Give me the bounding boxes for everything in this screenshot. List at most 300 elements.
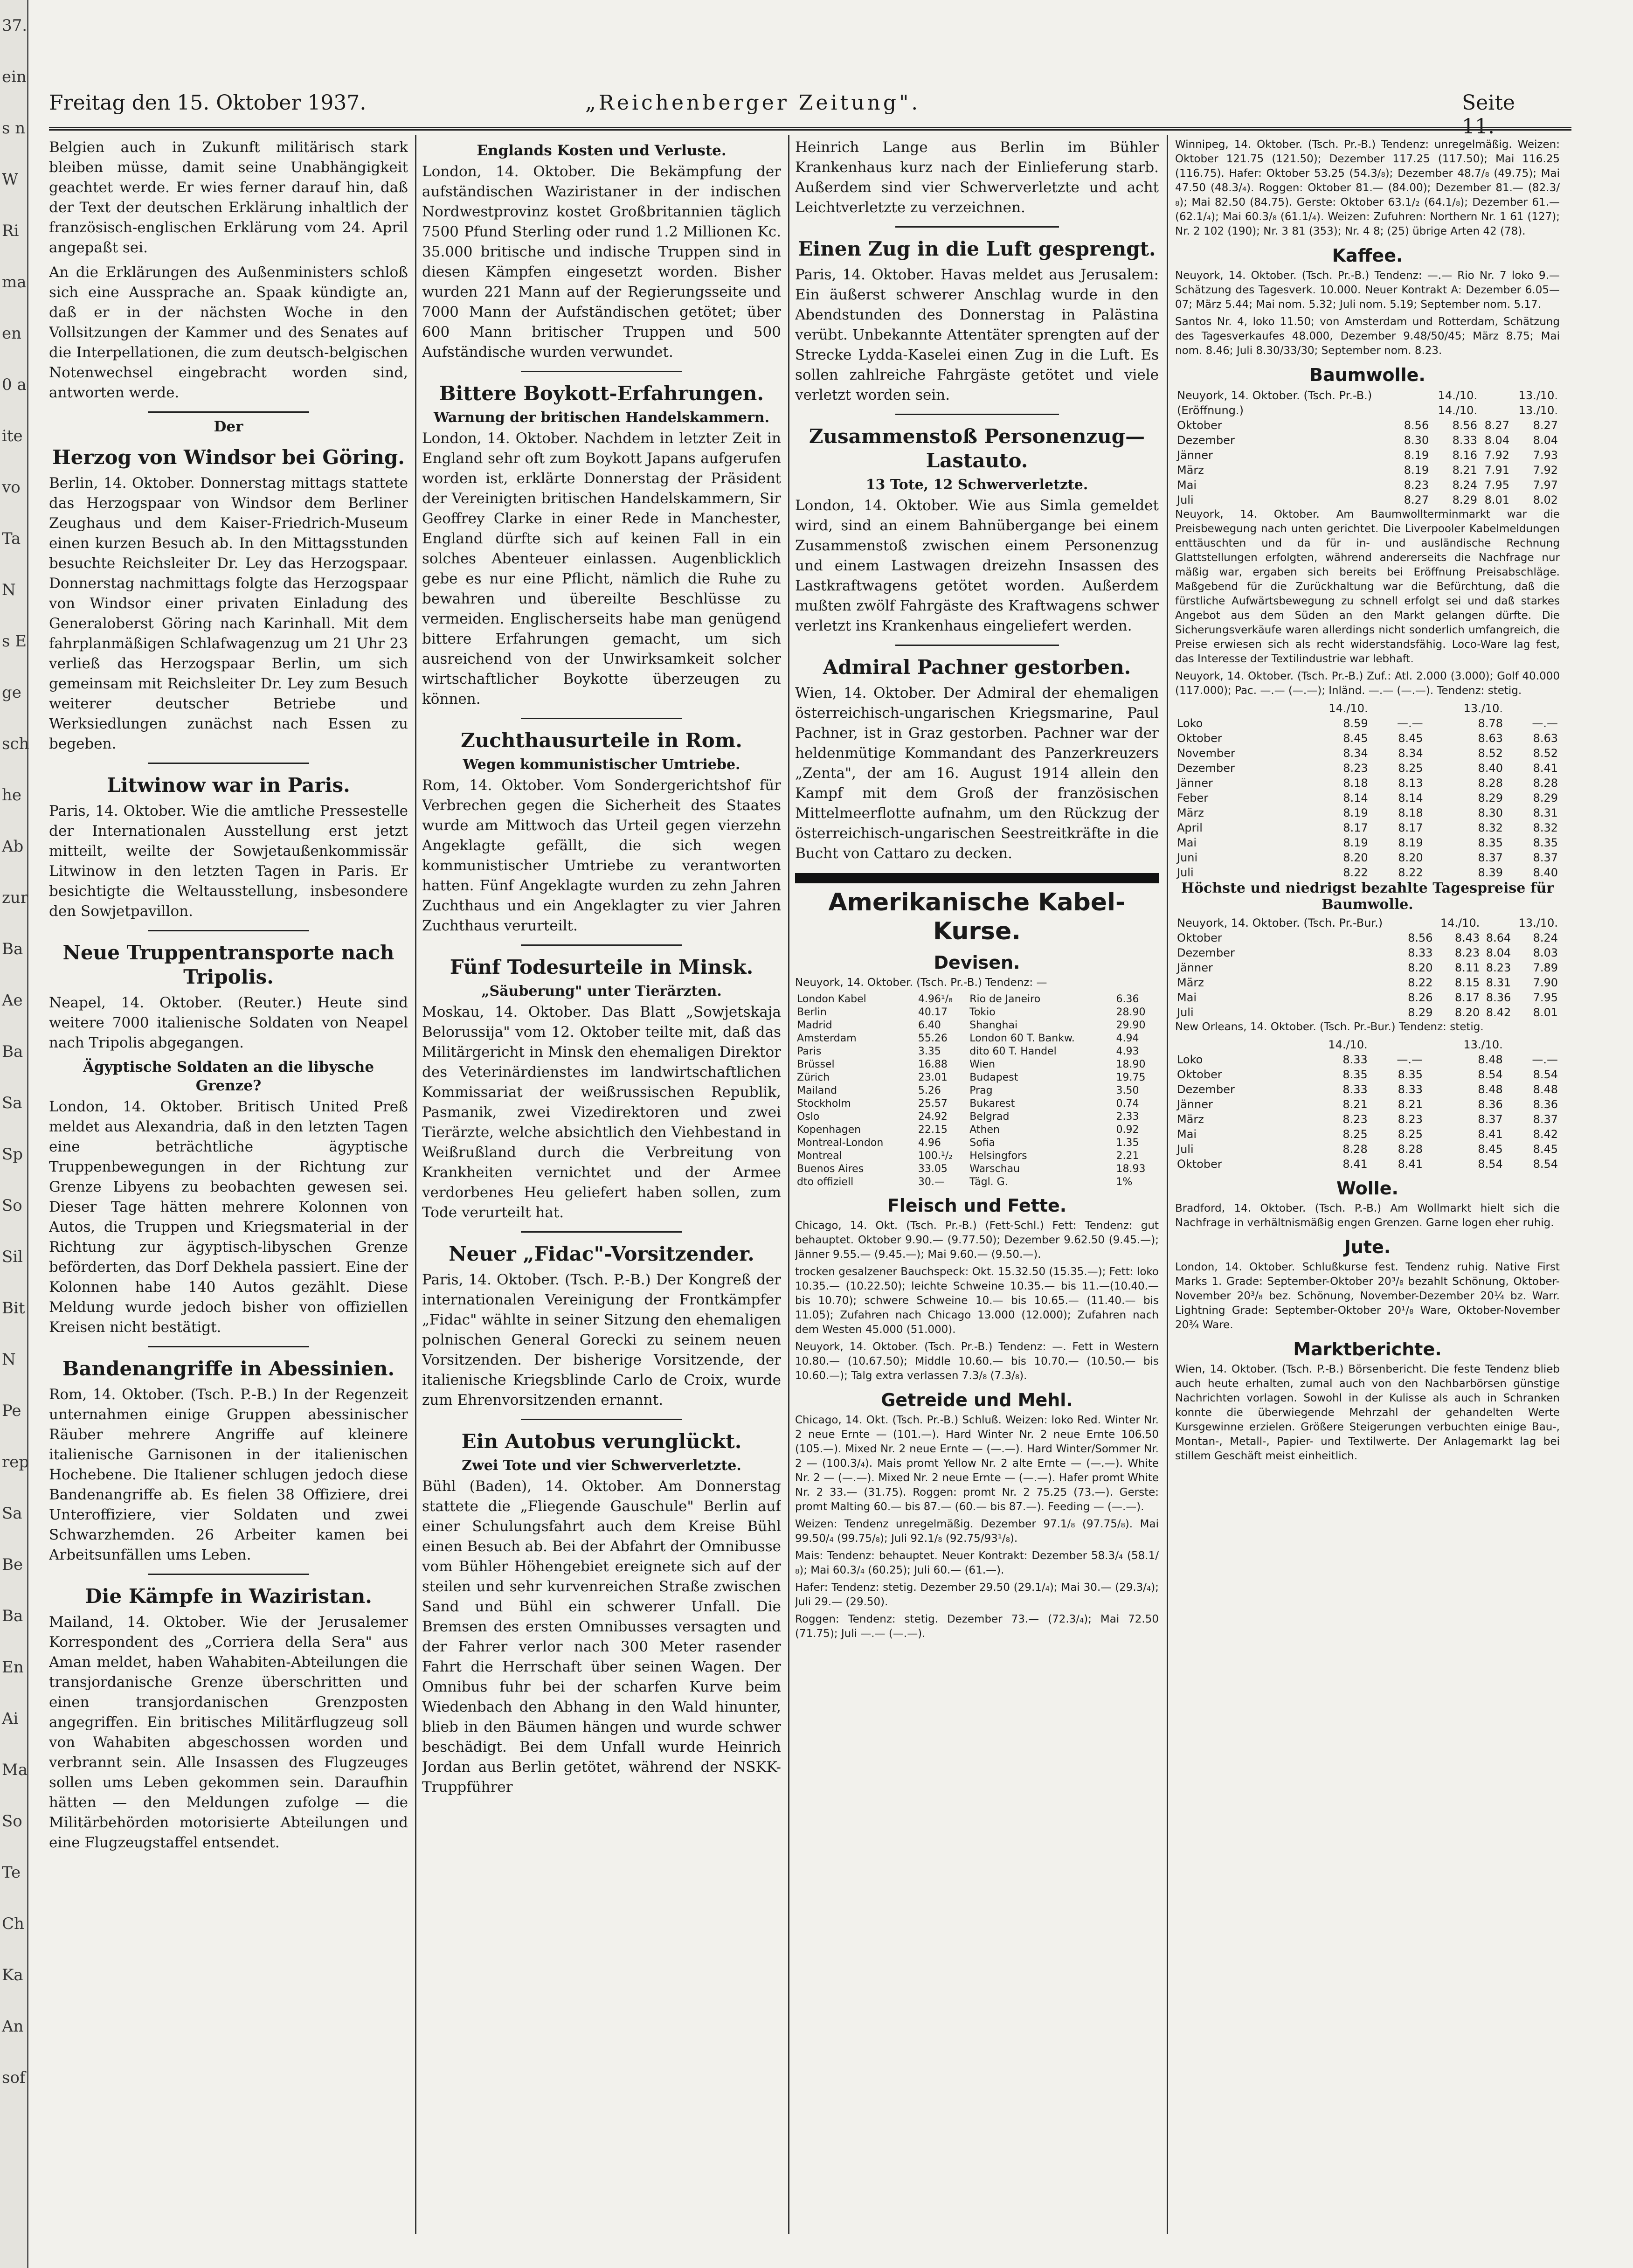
edge-fragment: sof [2, 2068, 26, 2087]
market-report: Neuyork, 14. Oktober. Am Baumwollterminmarkt war die Preisbewegung nach unten gerichtet. Die Liverpooler Kabelmeldungen enttäuschten und da für in- und ausländische Rechnung Glattstellungen erfolgten, während andererseits die Nachfrage nur mäßig war, ergaben sich bereits bei Eröffnung Preisabschläge. Maßgebend für die Zurückhaltung war die Befürchtung, daß die fürstliche Aufwärtsbewegung zu schnell erfolgt sei und daß starkes Angebot aus dem Süden an den Markt gelangen dürfte. Die Sicherungsverkäufe waren allerdings nicht sonderlich umfangreich, die Preise erwiesen sich als recht widerstandsfähig. Loco-Ware lag fest, das Interesse der Textilindustrie war lebhaft. [1175, 508, 1560, 665]
price-cell: 8.19 [1398, 836, 1423, 849]
devisen-cell: 3.50 [1116, 1085, 1139, 1096]
market-report: Weizen: Tendenz unregelmäßig. Dezember 97.1/₈ (97.75/₈). Mai 99.50/₄ (99.75/₈); Juli 92.1/₈ (92.75/93¹/₈). [795, 1518, 1159, 1545]
price-cell: Dezember [1177, 434, 1235, 447]
price-cell: 8.35 [1478, 836, 1503, 849]
edge-fragment: En [2, 1658, 24, 1677]
price-cell: 8.33 [1398, 1083, 1423, 1096]
price-cell: 8.54 [1478, 1158, 1503, 1171]
article-headline: Herzog von Windsor bei Göring. [52, 446, 405, 469]
edge-fragment: Ka [2, 1966, 23, 1984]
edge-fragment: Sil [2, 1248, 23, 1266]
edge-fragment: ein [2, 68, 27, 86]
devisen-cell: Rio de Janeiro [969, 993, 1041, 1005]
article-subtitle: Zwei Tote und vier Schwerverletzte. [462, 1457, 741, 1474]
price-cell: 8.28 [1342, 1143, 1368, 1156]
price-row [1175, 1052, 1560, 1067]
price-row [1175, 1157, 1560, 1172]
price-cell: Juli [1177, 866, 1194, 879]
devisen-row [795, 1163, 1159, 1176]
devisen-cell: 18.93 [1116, 1163, 1146, 1175]
devisen-cell: 29.90 [1116, 1020, 1146, 1031]
edge-fragment: Te [2, 1863, 21, 1882]
column-rule [415, 135, 416, 2234]
price-cell: —.— [1532, 1053, 1558, 1066]
market-heading: Kaffee. [1332, 245, 1403, 266]
edge-fragment: Ba [2, 1042, 23, 1061]
price-table [1175, 916, 1560, 1020]
price-row [1175, 1005, 1560, 1020]
price-cell: 13./10. [1518, 404, 1558, 417]
edge-fragment: Bit [2, 1299, 25, 1318]
price-row [1175, 1082, 1560, 1097]
price-header-cell: 14./10. [1438, 389, 1478, 402]
price-cell: 8.22 [1408, 976, 1433, 989]
price-cell: Oktober [1177, 931, 1222, 944]
edge-fragment: Ab [2, 837, 24, 856]
devisen-cell: Buenos Aires [797, 1163, 864, 1175]
devisen-cell: Oslo [797, 1111, 820, 1123]
edge-fragment: Ri [2, 222, 19, 240]
price-row [1175, 731, 1560, 746]
devisen-cell: Montreal-London [797, 1137, 884, 1149]
price-cell: 7.91 [1484, 464, 1510, 477]
devisen-cell: Paris [797, 1046, 822, 1057]
market-report: New Orleans, 14. Oktober. (Tsch. Pr.-Bur.) Tendenz: stetig. [1175, 1021, 1484, 1033]
price-header-cell [1175, 1037, 1289, 1052]
article-separator [895, 645, 1059, 646]
edge-fragment: Sp [2, 1145, 23, 1164]
price-cell: 8.32 [1478, 821, 1503, 834]
devisen-cell: Tägl. G. [969, 1176, 1008, 1188]
edge-fragment: Pe [2, 1401, 21, 1420]
price-row [1175, 776, 1560, 791]
article-paragraph: London, 14. Oktober. Die Bekämpfung der aufständischen Waziristaner in der indischen Nordwestprovinz kostet Großbritannien täglich 7500 Pfund Sterling oder rund 1.2 Millionen Kc. 35.000 britische und indische Truppen sind in diesen Kämpfen eingesetzt worden. Bisher wurden 221 Mann auf der Regierungsseite und 7000 Mann der Aufständischen getötet; über 600 Mann britischer Truppen und 500 Aufständische wurden verwundet. [422, 163, 781, 361]
market-heading: Jute. [1344, 1237, 1391, 1257]
price-cell: 8.36 [1486, 991, 1511, 1004]
price-header-cell: Neuyork, 14. Oktober. (Tsch. Pr.-B.) [1177, 389, 1372, 402]
article-separator [521, 1419, 683, 1420]
price-cell: März [1177, 976, 1204, 989]
devisen-cell: Stockholm [797, 1098, 851, 1110]
price-cell: März [1177, 464, 1204, 477]
devisen-row [795, 1176, 1159, 1189]
article-subtitle: Wegen kommunistischer Umtriebe. [463, 756, 740, 773]
devisen-cell: Berlin [797, 1006, 827, 1018]
market-report: Bradford, 14. Oktober. (Tsch. P.-B.) Am Wollmarkt hielt sich die Nachfrage in verhältnismäßig engen Grenzen. Garne logen eher ruhig. [1175, 1202, 1560, 1229]
edge-fragment: zur [2, 888, 28, 907]
price-row [1175, 746, 1560, 761]
price-cell: 8.27 [1404, 493, 1429, 506]
price-header-cell [1404, 916, 1435, 930]
price-row [1175, 492, 1560, 507]
devisen-cell: 4.96 [918, 1137, 941, 1149]
devisen-cell: 4.94 [1116, 1033, 1139, 1044]
article-subheadline: Der [214, 418, 243, 435]
devisen-cell: Prag [969, 1085, 993, 1096]
devisen-cell: Brüssel [797, 1059, 835, 1070]
article-paragraph: Heinrich Lange aus Berlin im Bühler Krankenhaus kurz nach der Einlieferung starb. Außerdem sind vier Schwerverletzte und acht Leichtverletzte zu verzeichnen. [795, 139, 1159, 216]
article-headline: Neue Truppentransporte nach Tripolis. [62, 941, 394, 988]
price-cell: 8.41 [1533, 762, 1558, 775]
devisen-cell: 100.¹/₂ [918, 1150, 953, 1162]
devisen-row [795, 1124, 1159, 1137]
price-cell: 8.40 [1533, 866, 1558, 879]
devisen-cell: 25.57 [918, 1098, 948, 1110]
price-cell: 8.23 [1454, 946, 1480, 959]
devisen-cell: 55.26 [918, 1033, 948, 1044]
price-row [1175, 478, 1560, 492]
price-cell: 8.41 [1342, 1158, 1368, 1171]
price-cell: 8.19 [1343, 836, 1368, 849]
edge-fragment: Ai [2, 1709, 19, 1728]
price-cell: 7.95 [1533, 991, 1558, 1004]
price-cell: 7.93 [1533, 449, 1558, 462]
price-header-cell: 14./10. [1329, 702, 1368, 715]
price-cell: November [1177, 747, 1235, 760]
price-cell: 8.36 [1533, 1098, 1558, 1111]
price-cell: 8.39 [1478, 866, 1503, 879]
price-cell: Loko [1177, 717, 1203, 730]
market-report: Chicago, 14. Okt. (Tsch. Pr.-B.) (Fett-Schl.) Fett: Tendenz: gut behauptet. Oktober 9.90.— (9.77.50); Dezember 9.62.50 (9.45.—); Jänner 9.55.— (9.45.—); Mai 9.60.— (9.50.—). [795, 1220, 1159, 1261]
price-row [1175, 791, 1560, 805]
devisen-row [795, 1032, 1159, 1045]
devisen-cell: 5.26 [918, 1085, 941, 1096]
price-cell: 8.33 [1452, 434, 1478, 447]
price-cell: 8.40 [1478, 762, 1503, 775]
price-row [1175, 865, 1560, 880]
price-row [1175, 990, 1560, 1005]
price-cell: 8.48 [1533, 1083, 1558, 1096]
price-cell: 8.14 [1343, 791, 1368, 805]
price-cell: 8.45 [1343, 732, 1368, 745]
price-row [1175, 820, 1560, 835]
price-cell: 8.37 [1478, 1113, 1503, 1126]
price-header-cell [1175, 701, 1290, 716]
price-cell: 8.29 [1478, 791, 1503, 805]
price-cell: 8.64 [1486, 931, 1511, 944]
article-separator [895, 226, 1059, 228]
price-cell: 8.26 [1408, 991, 1433, 1004]
price-cell: Oktober [1177, 419, 1222, 432]
devisen-cell: Belgrad [969, 1111, 1010, 1123]
devisen-cell: 0.74 [1116, 1098, 1139, 1110]
price-cell: Juli [1177, 493, 1194, 506]
price-cell: 8.31 [1533, 806, 1558, 819]
article-separator [521, 1231, 683, 1233]
price-cell: 8.17 [1343, 821, 1368, 834]
price-cell: Juli [1177, 1143, 1194, 1156]
price-table-header [1175, 701, 1560, 716]
article-paragraph: Rom, 14. Oktober. Vom Sondergerichtshof für Verbrechen gegen die Sicherheit des Staates wurde am Mittwoch das Urteil gegen vierzehn Angeklagte gefällt, die sich wegen kommunistischer Umtriebe zu verantworten hatten. Fünf Angeklagte wurden zu zehn Jahren Zuchthaus und ein Angeklagter zu vier Jahren Zuchthaus verurteilt. [422, 777, 781, 934]
market-report: Roggen: Tendenz: stetig. Dezember 73.— (72.3/₄); Mai 72.50 (71.75); Juli —.— (—.—). [795, 1613, 1159, 1640]
price-cell: 8.37 [1533, 851, 1558, 864]
devisen-cell: dito 60 T. Handel [969, 1046, 1057, 1057]
price-row [1175, 448, 1560, 463]
price-cell: Dezember [1177, 762, 1235, 775]
devisen-cell: dto offiziell [797, 1176, 854, 1188]
article-paragraph: Bühl (Baden), 14. Oktober. Am Donnerstag stattete die „Fliegende Gauschule" Berlin auf einer Schulungsfahrt auch dem Kreise Bühl einen Besuch ab. Bei der Abfahrt der Omnibusse vom Bühler Höhengebiet ereignete sich auf der steilen und sehr kurvenreichen Straße zwischen Sand und Bühl ein schwerer Unfall. Die Bremsen des ersten Omnibusses versagten und der Fahrer verlor nach 300 Meter rasender Fahrt die Herrschaft über seinen Wagen. Der Omnibus fuhr bei der scharfen Kurve beim Wiedenbach den Abhang in den Wald hinunter, blieb in den Bäumen hängen und wurde schwer beschädigt. Bei dem Unfall wurde Heinrich Jordan aus Berlin getötet, während der NSKK-Truppführer [422, 1478, 781, 1796]
price-cell: 8.22 [1398, 866, 1423, 879]
price-cell: 8.54 [1478, 1068, 1503, 1081]
price-cell: 8.27 [1533, 419, 1558, 432]
devisen-cell: 1% [1116, 1176, 1133, 1188]
price-header-cell: 13./10. [1518, 916, 1558, 929]
price-header-cell: 13./10. [1518, 389, 1558, 402]
devisen-cell: Budapest [969, 1072, 1018, 1083]
column-1 [49, 138, 408, 2246]
edge-fragment: So [2, 1812, 22, 1831]
price-cell: 8.33 [1342, 1083, 1368, 1096]
article-separator [148, 1574, 310, 1575]
price-header-cell: 13./10. [1463, 702, 1503, 715]
header-page-number: Seite 11. [1462, 91, 1515, 139]
price-cell: 8.14 [1398, 791, 1423, 805]
price-header-cell [1505, 701, 1560, 716]
price-cell: (Eröffnung.) [1177, 404, 1244, 417]
price-cell: 8.13 [1398, 777, 1423, 790]
price-cell: 8.28 [1398, 1143, 1423, 1156]
devisen-cell: Wien [969, 1059, 996, 1070]
article-headline: Einen Zug in die Luft gesprengt. [798, 237, 1156, 260]
price-cell: 8.30 [1478, 806, 1503, 819]
price-cell: 8.21 [1452, 464, 1478, 477]
market-heading: Baumwolle. [1309, 365, 1425, 385]
price-cell: 8.29 [1452, 493, 1478, 506]
price-cell: 7.90 [1533, 976, 1558, 989]
devisen-cell: 6.40 [918, 1020, 941, 1031]
market-report: Neuyork, 14. Oktober. (Tsch. Pr.-B.) Tendenz: —.— Rio Nr. 7 loko 9.— Schätzung des Tagesverk. 10.000. Neuer Kontrakt A: Dezember 6.05—07; März 5.44; Mai nom. 5.32; Juli nom. 5.19; September nom. 5.17. [1175, 270, 1560, 311]
market-report: Winnipeg, 14. Oktober. (Tsch. Pr.-B.) Tendenz: unregelmäßig. Weizen: Oktober 121.75 (121.50); Dezember 117.25 (117.50); Mai 116.25 (116.75). Hafer: Oktober 53.25 (54.3/₈); Dezember 48.7/₈ (49.75); Mai 47.50 (48.3/₄). Roggen: Oktober 81.— (84.00); Dezember 81.— (82.3/₈); Mai 82.50 (84.75). Gerste: Oktober 63.1/₂ (64.1/₈); Dezember 61.— (62.1/₄); Mai 60.3/₈ (61.1/₄). Weizen: Zufuhren: Northern Nr. 1 61 (127); Nr. 2 102 (190); Nr. 3 81 (353); Nr. 4 8; (25) übrige Arten 42 (78). [1175, 139, 1560, 237]
edge-fragment: sch [2, 735, 29, 753]
market-heading: Devisen. [934, 952, 1020, 973]
price-cell: 8.29 [1533, 791, 1558, 805]
article-paragraph: London, 14. Oktober. Wie aus Simla gemeldet wird, sind an einem Bahnübergange bei einem Zusammenstoß zwischen einem Personenzug und einem Lastwagen dreizehn Insassen des Lastkraftwagens getötet worden. Außerdem mußten zwölf Fahrgäste des Kraftwagens schwer verletzt ins Krankenhaus eingeliefert werden. [795, 497, 1159, 634]
price-row [1175, 805, 1560, 820]
article-headline: Die Kämpfe in Waziristan. [85, 1585, 372, 1608]
article-paragraph: Belgien auch in Zukunft militärisch stark bleiben müsse, damit seine Unabhängigkeit geachtet werde. Er wies ferner darauf hin, daß der Text der deutschen Erklärung inhaltlich der französisch-englischen Erklärung vom 24. April angepaßt sei. [49, 139, 408, 256]
price-cell: —.— [1532, 717, 1558, 730]
price-cell: Dezember [1177, 1083, 1235, 1096]
devisen-cell: London Kabel [797, 993, 866, 1005]
article-paragraph: Berlin, 14. Oktober. Donnerstag mittags stattete das Herzogspaar von Windsor dem Berliner Zeughaus und dem Kaiser-Friedrich-Museum einen kurzen Besuch ab. In den Mittagsstunden besuchte Reichsleiter Dr. Ley das Herzogspaar. Donnerstag nachmittags folgte das Herzogspaar von Windsor einer privaten Einladung des Generaloberst Göring nach Karinhall. Mit dem fahrplanmäßigen Schlafwagenzug um 21 Uhr 23 verließ das Herzogspaar Berlin, um sich gemeinsam mit Reichsleiter Dr. Ley zum Besuch weiterer deutscher Betriebe und Werksiedlungen zunächst nach Essen zu begeben. [49, 475, 408, 752]
price-cell: 8.15 [1454, 976, 1480, 989]
price-cell: 7.92 [1484, 449, 1510, 462]
devisen-row [795, 1045, 1159, 1058]
price-cell: Loko [1177, 1053, 1203, 1066]
price-cell: Dezember [1177, 946, 1235, 959]
article-subheadline: Englands Kosten und Verluste. [477, 142, 727, 159]
price-table [1175, 701, 1560, 880]
price-cell: 8.33 [1342, 1053, 1368, 1066]
price-cell: 8.01 [1533, 1006, 1558, 1019]
price-cell: Oktober [1177, 1068, 1222, 1081]
article-separator [148, 1346, 310, 1347]
price-cell [1398, 403, 1431, 418]
article-paragraph: Paris, 14. Oktober. Havas meldet aus Jerusalem: Ein äußerst schwerer Anschlag wurde in den Abendstunden des Donnerstag in Palästina verübt. Unbekannte Attentäter sprengten auf der Strecke Lydda-Kaselei einen Zug in die Luft. Es sollen zahlreiche Fahrgäste getötet und viele verletzt worden sein. [795, 266, 1159, 403]
devisen-cell: Helsingfors [969, 1150, 1027, 1162]
price-cell: 8.63 [1478, 732, 1503, 745]
article-paragraph: London, 14. Oktober. Nachdem in letzter Zeit in England sehr oft zum Boykott Japans aufgerufen worden ist, erklärte Donnerstag der Präsident der Vereinigten britischen Handelskammern, Sir Geoffrey Clarke in einer Rede in Manchester, England dürfte sich auf keinen Fall in ein solches Abenteuer einlassen. Augenblicklich gebe es nur eine Pflicht, nämlich die Ruhe zu bewahren und übereilte Beschlüsse zu vermeiden. Englischerseits habe man genügend bittere Erfahrungen gemacht, um sich ausreichend von der Unwirksamkeit solcher wirtschaftlicher Boykotte überzeugen zu können. [422, 430, 781, 707]
price-cell: 8.52 [1478, 747, 1503, 760]
article-subtitle: Höchste und niedrigst bezahlte Tagespreise für Baumwolle. [1181, 880, 1554, 913]
price-cell: März [1177, 806, 1204, 819]
price-header-cell [1370, 1037, 1425, 1052]
devisen-row [795, 1097, 1159, 1110]
devisen-cell: Warschau [969, 1163, 1020, 1175]
price-cell: 8.23 [1343, 762, 1368, 775]
edge-fragment: W [2, 170, 18, 189]
edge-fragment: Ae [2, 991, 23, 1010]
price-header-cell: Neuyork, 14. Oktober. (Tsch. Pr.-Bur.) [1177, 916, 1383, 929]
price-cell: 8.45 [1533, 1143, 1558, 1156]
price-cell: 8.23 [1398, 1113, 1423, 1126]
edge-fragment: Be [2, 1555, 23, 1574]
market-report: Hafer: Tendenz: stetig. Dezember 29.50 (29.1/₄); Mai 30.— (29.3/₄); Juli 29.— (29.50). [795, 1581, 1159, 1608]
market-report: trocken gesalzener Bauchspeck: Okt. 15.32.50 (15.35.—); Fett: loko 10.35.— (10.22.50); leichte Schweine 10.35.— bis 11.—(10.40.— bis 10.70); schwere Schweine 10.— bis 10.65.— (11.40.— bis 11.05); Zufahren nach Chicago 13.000 (12.000); Zufahren nach dem Westen 45.000 (51.000). [795, 1266, 1159, 1336]
price-cell: 8.02 [1533, 493, 1558, 506]
price-row [1175, 463, 1560, 478]
article-separator [521, 944, 683, 946]
article-headline: Neuer „Fidac"-Vorsitzender. [449, 1242, 754, 1265]
edge-fragment: An [2, 2017, 24, 2036]
devisen-cell: 19.75 [1116, 1072, 1146, 1083]
edge-fragment: s n [2, 119, 26, 138]
price-cell: 8.22 [1343, 866, 1368, 879]
header-rule [49, 127, 1571, 131]
price-header-cell: 14./10. [1440, 916, 1480, 929]
price-cell: 8.19 [1404, 449, 1429, 462]
price-cell: 8.54 [1533, 1068, 1558, 1081]
price-cell: 8.23 [1342, 1113, 1368, 1126]
edge-fragment: ge [2, 683, 21, 702]
price-header-cell [1398, 388, 1431, 403]
devisen-row [795, 1006, 1159, 1019]
devisen-row [795, 1110, 1159, 1124]
article-headline: Admiral Pachner gestorben. [823, 656, 1131, 679]
price-cell: 8.28 [1478, 777, 1503, 790]
devisen-cell: 4.93 [1116, 1046, 1139, 1057]
price-cell: Oktober [1177, 732, 1222, 745]
column-4 [1175, 138, 1560, 2246]
price-cell: 8.34 [1343, 747, 1368, 760]
price-cell: 8.45 [1398, 732, 1423, 745]
price-header-cell [1370, 701, 1425, 716]
devisen-cell: Amsterdam [797, 1033, 857, 1044]
devisen-cell: London 60 T. Bankw. [969, 1033, 1075, 1044]
price-cell: 8.18 [1398, 806, 1423, 819]
market-report: Wien, 14. Oktober. (Tsch. P.-B.) Börsenbericht. Die feste Tendenz blieb auch heute erhalten, zumal auch von den Nachbarbörsen günstige Nachrichten vorlagen. Sowohl in der Kulisse als auch in Schranken konnte die überwiegende Mehrzahl der gehandelten Werte Kursgewinne erzielen. Größere Steigerungen verbuchten einige Bau-, Montan-, Metall-, Papier- und Textilwerte. Der Anlagemarkt lag bei stillem Geschäft meist einheitlich. [1175, 1363, 1560, 1462]
price-cell: 8.17 [1454, 991, 1480, 1004]
price-cell: April [1177, 821, 1203, 834]
price-cell: 8.28 [1533, 777, 1558, 790]
price-row [1175, 850, 1560, 865]
price-cell: 8.34 [1398, 747, 1423, 760]
edge-fragment: Sa [2, 1504, 22, 1523]
price-cell: 8.30 [1404, 434, 1429, 447]
price-row [1175, 1067, 1560, 1082]
price-cell: 8.48 [1478, 1083, 1503, 1096]
devisen-cell: 6.36 [1116, 993, 1139, 1005]
market-report: Neuyork, 14. Oktober. (Tsch. Pr.-B.) Tendenz: —. Fett in Western 10.80.— (10.67.50); Middle 10.60.— bis 10.70.— (10.50.— bis 10.60.—); Talg extra verlassen 7.3/₈ (7.3/₈). [795, 1341, 1159, 1382]
price-table-header [1175, 916, 1560, 930]
article-headline: Bandenangriffe in Abessinien. [62, 1357, 395, 1380]
article-paragraph: London, 14. Oktober. Britisch United Preß meldet aus Alexandria, daß in den letzten Tagen eine beträchtliche ägyptische Truppenbewegungen in der Richtung zur Grenze Libyens zu beobachten gewesen sei. Dieser Tage hätten mehrere Kolonnen von Autos, die Truppen und Kriegsmaterial in der Richtung zur ägyptisch-libyschen Grenze beförderten, das Dorf Dekhela passiert. Eine der Kolonnen habe 140 Autos gezählt. Diese Meldung wurde jedoch bisher von offiziellen Kreisen nicht bestätigt. [49, 1098, 408, 1336]
price-cell: Mai [1177, 991, 1197, 1004]
devisen-cell: 30.— [918, 1176, 945, 1188]
price-cell: Jänner [1177, 777, 1213, 790]
edge-fragment: Sa [2, 1094, 22, 1112]
price-cell: 8.63 [1533, 732, 1558, 745]
devisen-cell: 4.96¹/₈ [918, 993, 953, 1005]
price-cell: 8.56 [1452, 419, 1478, 432]
market-report: London, 14. Oktober. Schlußkurse fest. Tendenz ruhig. Native First Marks 1. Grade: September-Oktober 20³/₈ bezahlt Schönung, Oktober-November 20³/₈ bez. Schönung, November-Dezember 20¼ bz. Warr. Lightning Grade: September-Oktober 20¹/₈ Ware, Oktober-November 20¾ Ware. [1175, 1261, 1560, 1331]
edge-fragment: rep [2, 1453, 29, 1471]
price-table-header [1175, 1037, 1560, 1052]
price-cell: Jänner [1177, 449, 1213, 462]
price-cell: 8.37 [1533, 1113, 1558, 1126]
price-cell: 8.31 [1486, 976, 1511, 989]
devisen-row [795, 1019, 1159, 1032]
price-cell: 8.04 [1484, 434, 1510, 447]
price-row [1175, 835, 1560, 850]
article-paragraph: Paris, 14. Oktober. Wie die amtliche Pressestelle der Internationalen Ausstellung erst jetzt mitteilt, weilte der Sowjetaußenkommissär Litwinow in den letzten Tagen in Paris. Er besichtigte die Weltausstellung, insbesondere den Sowjetpavillon. [49, 803, 408, 920]
edge-fragment: 0 a [2, 375, 27, 394]
devisen-cell: Zürich [797, 1072, 830, 1083]
article-paragraph: An die Erklärungen des Außenministers schloß sich eine Aussprache an. Spaak kündigte an, daß er in der nächsten Woche in den Vollsitzungen der Kammer und des Senates auf die Interpellationen, die zum deutsch-belgischen Notenwechsel eingebracht worden sind, antworten werde. [49, 264, 408, 401]
price-cell: 8.35 [1342, 1068, 1368, 1081]
price-row [1175, 418, 1560, 433]
price-cell: —.— [1397, 1053, 1423, 1066]
devisen-row [795, 1137, 1159, 1150]
devisen-cell: 40.17 [918, 1006, 948, 1018]
price-cell: 8.32 [1533, 821, 1558, 834]
edge-fragment: s E [2, 632, 27, 651]
price-cell: Feber [1177, 791, 1209, 805]
price-cell: 8.41 [1398, 1158, 1423, 1171]
devisen-cell: 1.35 [1116, 1137, 1139, 1149]
price-header-cell [1479, 388, 1511, 403]
price-header-cell [1481, 916, 1513, 930]
devisen-row [795, 1084, 1159, 1097]
market-heading: Wolle. [1336, 1178, 1398, 1199]
market-report: Mais: Tendenz: behauptet. Neuer Kontrakt: Dezember 58.3/₄ (58.1/₈); Mai 60.3/₄ (60.25); Juli 60.— (61.—). [795, 1550, 1159, 1576]
price-cell: 8.59 [1343, 717, 1368, 730]
devisen-header: Neuyork, 14. Oktober. (Tsch. Pr.-B.) Tendenz: — [795, 977, 1047, 989]
price-row [1175, 1097, 1560, 1112]
devisen-cell: 0.92 [1116, 1124, 1139, 1136]
price-cell: 8.04 [1486, 946, 1511, 959]
price-cell: Mai [1177, 479, 1197, 492]
price-cell: 8.20 [1398, 851, 1423, 864]
price-row [1175, 761, 1560, 776]
price-cell: 8.41 [1478, 1128, 1503, 1141]
devisen-cell: 33.05 [918, 1163, 948, 1175]
edge-fragment: 37. [2, 16, 28, 35]
market-heading: Fleisch und Fette. [887, 1195, 1067, 1216]
price-cell: 8.11 [1454, 961, 1480, 974]
price-cell: 8.35 [1533, 836, 1558, 849]
article-paragraph: Moskau, 14. Oktober. Das Blatt „Sowjetskaja Belorussija" vom 12. Oktober teilte mit, daß das Militärgericht in Minsk den ehemaligen Direktor des Veterinärdienstes im landwirtschaftlichen Kommissariat der weißrussischen Republik, Pasmanik, zwei Vizedirektoren und zwei Tierärzte, welche absichtlich den Viehbestand in Weißrußland durch die Verbreitung von Krankheiten vernichtet und der Armee verdorbenes Heu geliefert haben sollen, zum Tode verurteilt hat. [422, 1004, 781, 1221]
devisen-cell: 3.35 [918, 1046, 941, 1057]
devisen-cell: Bukarest [969, 1098, 1015, 1110]
edge-fragment: en [2, 324, 22, 343]
devisen-table [795, 993, 1159, 1189]
edge-fragment: N [2, 581, 16, 599]
devisen-cell: Madrid [797, 1020, 832, 1031]
market-heading: Marktberichte. [1293, 1339, 1442, 1359]
price-cell: 8.19 [1343, 806, 1368, 819]
